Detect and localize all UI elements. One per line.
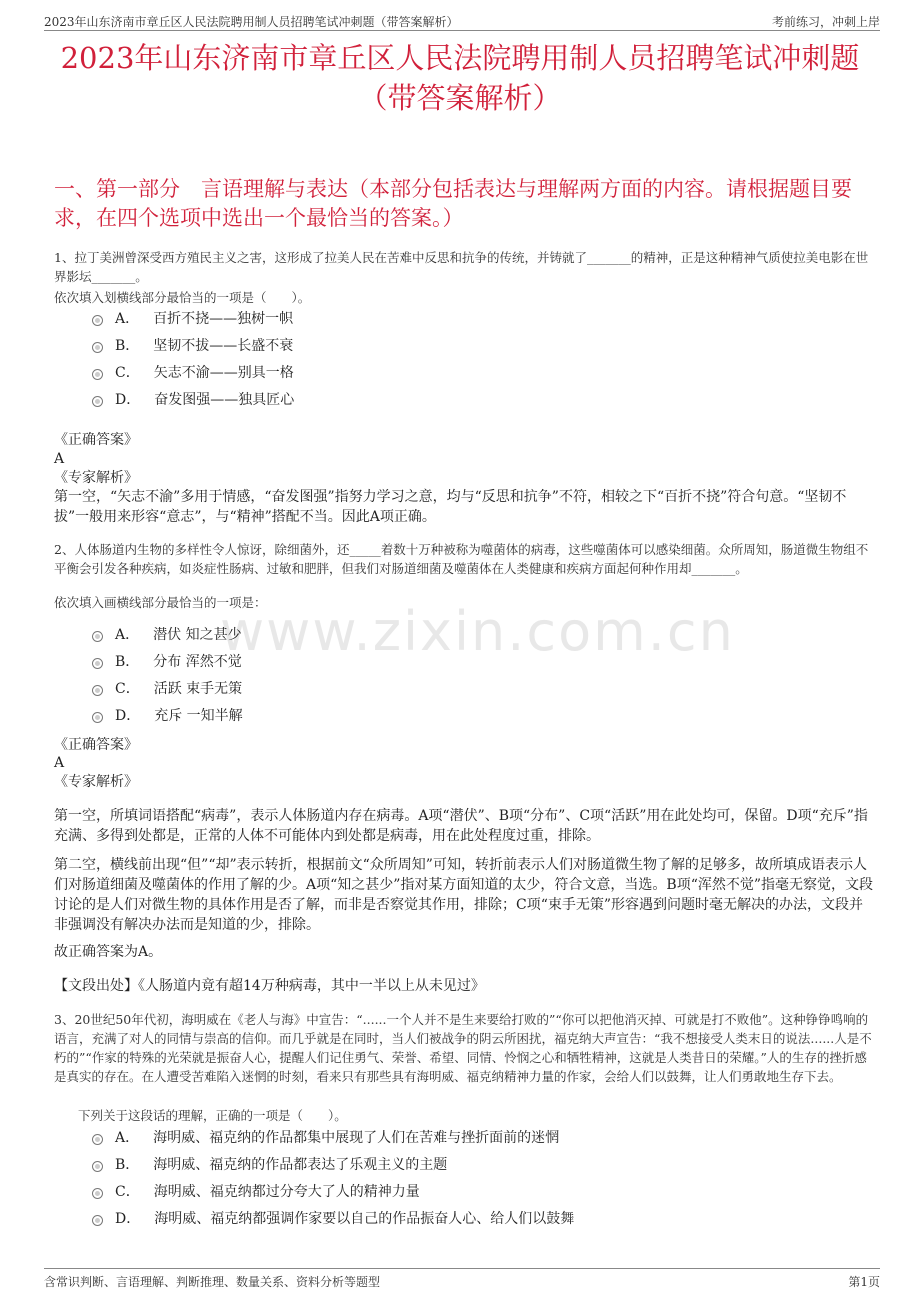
radio-icon[interactable] [92,658,103,669]
radio-icon[interactable] [92,631,103,642]
question-1-prompt: 依次填入划横线部分最恰当的一项是（ ）。 [54,290,311,305]
question-3-option-a[interactable]: A． 海明威、福克纳的作品都集中展现了人们在苦难与挫折面前的迷惘 [92,1123,792,1150]
question-2-expert-label: 《专家解析》 [54,774,138,790]
question-1-expert-label: 《专家解析》 [54,470,138,486]
question-2-explanation-2: 第二空，横线前出现“但”“却”表示转折，根据前文“众所周知”可知，转折前表示人们对肠道微生物了解的足够多，故所填成语表示人们对肠道细菌及噬菌体的作用了解的少。A项“知之甚少”指对某方面知道的太少，符合文意，当选。B项“浑然不觉”指毫无察觉，文段讨论的是人们对微生物的具体作用是否了解，而非是否察觉其作用，排除；C项“束手无策”形容遇到问题时毫无解决的办法，文段并非强调没有解决办法而是知道的少，排除。 [54,857,874,933]
question-2-option-c[interactable]: C． 活跃 束手无策 [92,674,792,701]
question-2-option-b[interactable]: B． 分布 浑然不觉 [92,647,792,674]
question-3-option-c[interactable]: C． 海明威、福克纳都过分夸大了人的精神力量 [92,1177,792,1204]
radio-icon[interactable] [92,315,103,326]
page-number: 第1页 [848,1275,880,1289]
question-2-option-a[interactable]: A． 潜伏 知之甚少 [92,620,792,647]
question-2-source: 【文段出处】《人肠道内竟有超14万种病毒，其中一半以上从未见过》 [54,978,485,994]
question-2-answer: A [54,755,65,771]
radio-icon[interactable] [92,342,103,353]
footer-topics: 含常识判断、言语理解、判断推理、数量关系、资料分析等题型 [44,1275,381,1289]
question-2-explanation-1: 第一空，所填词语搭配“病毒”，表示人体肠道内存在病毒。A项“潜伏”、B项“分布”、C项“活跃”用在此处均可，保留。D项“充斥”指充满、多得到处都是，正常的人体不可能体内到处都是病毒，用在此处程度过重，排除。 [54,808,868,844]
question-1-option-a[interactable]: A． 百折不挠——独树一帜 [92,304,792,331]
radio-icon[interactable] [92,1134,103,1145]
page-header [44,12,880,31]
question-3-prompt: 下列关于这段话的理解，正确的一项是（ ）。 [78,1108,347,1123]
radio-icon[interactable] [92,685,103,696]
question-2-stem: 2、人体肠道内生物的多样性令人惊讶，除细菌外，还_____着数十万种被称为噬菌体的病毒，这些噬菌体可以感染细菌。众所周知，肠道微生物组不平衡会引发各种疾病，如炎症性肠病、过敏和肥胖，但我们对肠道细菌及噬菌体在人类健康和疾病方面起何种作用却_______。 [54,542,869,576]
question-3-option-d[interactable]: D． 海明威、福克纳都强调作家要以自己的作品振奋人心、给人们以鼓舞 [92,1204,792,1231]
header-doc-title: 2023年山东济南市章丘区人民法院聘用制人员招聘笔试冲刺题（带答案解析） [44,15,459,29]
question-3-options [92,1123,792,1231]
radio-icon[interactable] [92,396,103,407]
page-footer [44,1268,880,1289]
question-1-option-c[interactable]: C． 矢志不渝——别具一格 [92,358,792,385]
question-1-explanation: 第一空，“矢志不渝”多用于情感，“奋发图强”指努力学习之意，均与“反思和抗争”不符，相较之下“百折不挠”符合句意。“坚韧不拔”一般用来形容“意志”，与“精神”搭配不当。因此A项正确。 [54,489,847,525]
radio-icon[interactable] [92,712,103,723]
radio-icon[interactable] [92,1161,103,1172]
question-3-option-b[interactable]: B． 海明威、福克纳的作品都表达了乐观主义的主题 [92,1150,792,1177]
document-title-line2: （带答案解析） [358,81,562,115]
radio-icon[interactable] [92,369,103,380]
question-2-prompt: 依次填入画横线部分最恰当的一项是： [54,595,267,610]
document-title-line1: 2023年山东济南市章丘区人民法院聘用制人员招聘笔试冲刺题 [60,41,860,75]
watermark: www.zixin.com.cn [220,600,735,663]
section-heading: 一、第一部分 言语理解与表达（本部分包括表达与理解两方面的内容。请根据题目要求，在四个选项中选出一个最恰当的答案。） [54,177,852,230]
question-2-explanation-3: 故正确答案为A。 [54,944,163,960]
question-1-answer: A [54,451,65,467]
question-2-options [92,620,792,728]
question-2-option-d[interactable]: D． 充斥 一知半解 [92,701,792,728]
question-2-answer-label: 《正确答案》 [54,737,138,753]
radio-icon[interactable] [92,1215,103,1226]
radio-icon[interactable] [92,1188,103,1199]
question-1-stem: 1、拉丁美洲曾深受西方殖民主义之害，这形成了拉美人民在苦难中反思和抗争的传统，并铸就了_______的精神，正是这种精神气质使拉美电影在世界影坛_______。 [54,250,869,284]
document-title [30,38,890,118]
question-1-answer-label: 《正确答案》 [54,432,138,448]
question-1-options [92,304,792,412]
header-slogan: 考前练习，冲刺上岸 [771,15,880,29]
question-3-stem: 3、20世纪50年代初，海明威在《老人与海》中宣告：“......一个人并不是生来要给打败的”“你可以把他消灭掉、可就是打不败他”。这种铮铮鸣响的语言，充满了对人的同情与崇高的信仰。而几乎就是在同时，当人们被战争的阴云所困扰，福克纳大声宣告：“我不想接受人类末日的说法......人是不朽的”“作家的特殊的光荣就是振奋人心，提醒人们记住勇气、荣誉、希望、同情、怜悯之心和牺牲精神，这就是人类昔日的荣耀。”人的生存的挫折感是真实的存在。在人遭受苦难陷入迷惘的时刻，看来只有那些具有海明威、福克纳精神力量的作家，会给人们以鼓舞，让人们勇敢地生存下去。 [54,1012,872,1084]
question-1-option-d[interactable]: D． 奋发图强——独具匠心 [92,385,792,412]
question-1-option-b[interactable]: B． 坚韧不拔——长盛不衰 [92,331,792,358]
